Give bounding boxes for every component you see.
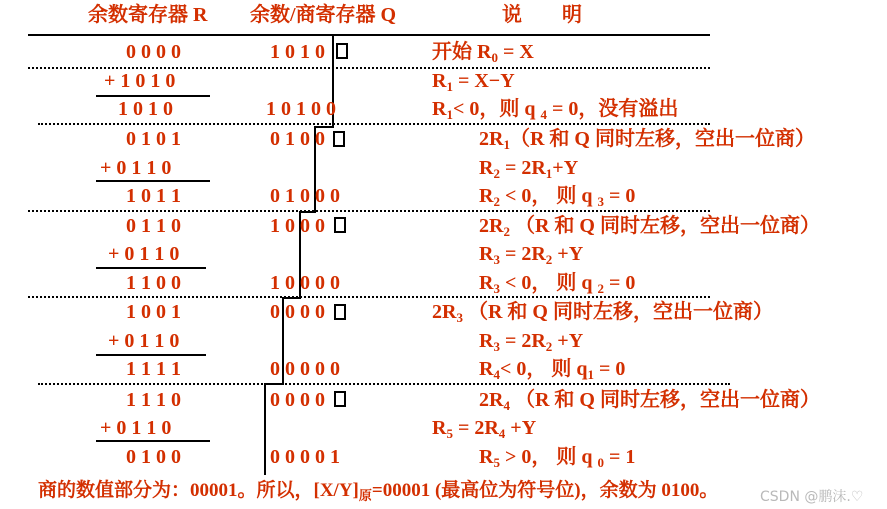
header-rule (28, 34, 710, 36)
empty-quotient-bit (334, 304, 346, 320)
step-divider-1 (28, 67, 710, 69)
q-register-value: 1 0 0 0 0 (270, 272, 340, 294)
q-register-value: 1 0 1 0 0 (266, 98, 336, 120)
step-description: $2R_1(R$ 和 Q 同时左移，空出一位商） (479, 128, 815, 152)
watermark: CSDN @鹏沫.♡ (760, 489, 864, 505)
empty-quotient-bit (333, 131, 345, 147)
header-description: 说 明 (502, 4, 582, 26)
step-description: $R_3 = 2R_2 +Y$ (479, 243, 584, 267)
r-register-value: 1 1 0 0 (126, 272, 181, 294)
q-register-value: 0 0 0 0 1 (270, 446, 340, 468)
step-description: $R_4< 0$， 则 $q_1 = 0$ (479, 358, 626, 382)
step-description: $R_5 = 2R_4 +Y$ (432, 417, 537, 441)
r-register-value: 1 1 1 0 (126, 389, 181, 411)
sum-underline-2 (96, 180, 210, 182)
step-description: $R_1 = X-Y$ (432, 70, 515, 94)
step-description: $R_1< 0$，则 q $_4$ = 0，没有溢出 (432, 98, 679, 122)
header-remainder-register: 余数寄存器 R (88, 4, 208, 26)
q-register-value: 1 0 1 0 (270, 41, 325, 63)
r-register-addend: + 1 0 1 0 (104, 70, 176, 92)
r-register-value: 0 0 0 0 (126, 41, 181, 63)
r-register-value: 1 1 1 1 (126, 358, 181, 380)
r-register-value: 1 0 1 1 (126, 185, 181, 207)
conclusion-text: 商的数值部分为：00001。所以，$[X/Y]_原=00001$ (最高位为符号位)，余数为 0100。 (38, 480, 719, 503)
q-register-value: 0 0 0 0 (270, 301, 325, 323)
step-description: $2R_4$ （R 和 Q 同时左移，空出一位商） (479, 389, 820, 413)
r-register-value: 1 0 1 0 (118, 98, 173, 120)
step-description: $2R_2$ （R 和 Q 同时左移，空出一位商） (479, 215, 820, 239)
r-register-addend: + 0 1 1 0 (100, 417, 172, 439)
empty-quotient-bit (336, 43, 348, 59)
q-register-value: 0 0 0 0 0 (270, 358, 340, 380)
step-divider-5 (38, 383, 730, 385)
step-description: $R_2 < 0$， 则 q $_3$ = 0 (479, 185, 636, 209)
r-register-value: 0 1 1 0 (126, 215, 181, 237)
sum-underline-3 (96, 267, 206, 269)
boundary-h2 (299, 211, 316, 213)
q-register-value: 0 0 0 0 (270, 389, 325, 411)
r-register-value: 0 1 0 1 (126, 128, 181, 150)
empty-quotient-bit (334, 217, 346, 233)
boundary-h3 (282, 297, 301, 299)
r-register-addend: + 0 1 1 0 (100, 157, 172, 179)
boundary-v5 (264, 383, 266, 475)
r-register-addend: + 0 1 1 0 (108, 243, 180, 265)
q-register-value: 0 1 0 0 (270, 128, 325, 150)
step-description: $2R_3$ （R 和 Q 同时左移，空出一位商） (432, 301, 773, 325)
sum-underline-5 (96, 440, 210, 442)
r-register-addend: + 0 1 1 0 (108, 330, 180, 352)
step-description: $R_3 = 2R_2 +Y$ (479, 330, 584, 354)
q-register-value: 1 0 0 0 (270, 215, 325, 237)
header-quotient-register: 余数/商寄存器 Q (250, 4, 397, 26)
step-description: 开始 $R_0 = X$ (432, 41, 534, 65)
r-register-value: 0 1 0 0 (126, 446, 181, 468)
r-register-value: 1 0 0 1 (126, 301, 181, 323)
step-description: $R_3 < 0$， 则 q $_2$ = 0 (479, 272, 636, 296)
step-description: $R_2 = 2R_1+Y$ (479, 157, 579, 181)
sum-underline-4 (96, 354, 206, 356)
q-register-value: 0 1 0 0 0 (270, 185, 340, 207)
boundary-h4 (264, 383, 284, 385)
step-description: $R_5 > 0$， 则 q $_0$ = 1 (479, 446, 636, 470)
sum-underline-1 (96, 95, 210, 97)
empty-quotient-bit (334, 391, 346, 407)
